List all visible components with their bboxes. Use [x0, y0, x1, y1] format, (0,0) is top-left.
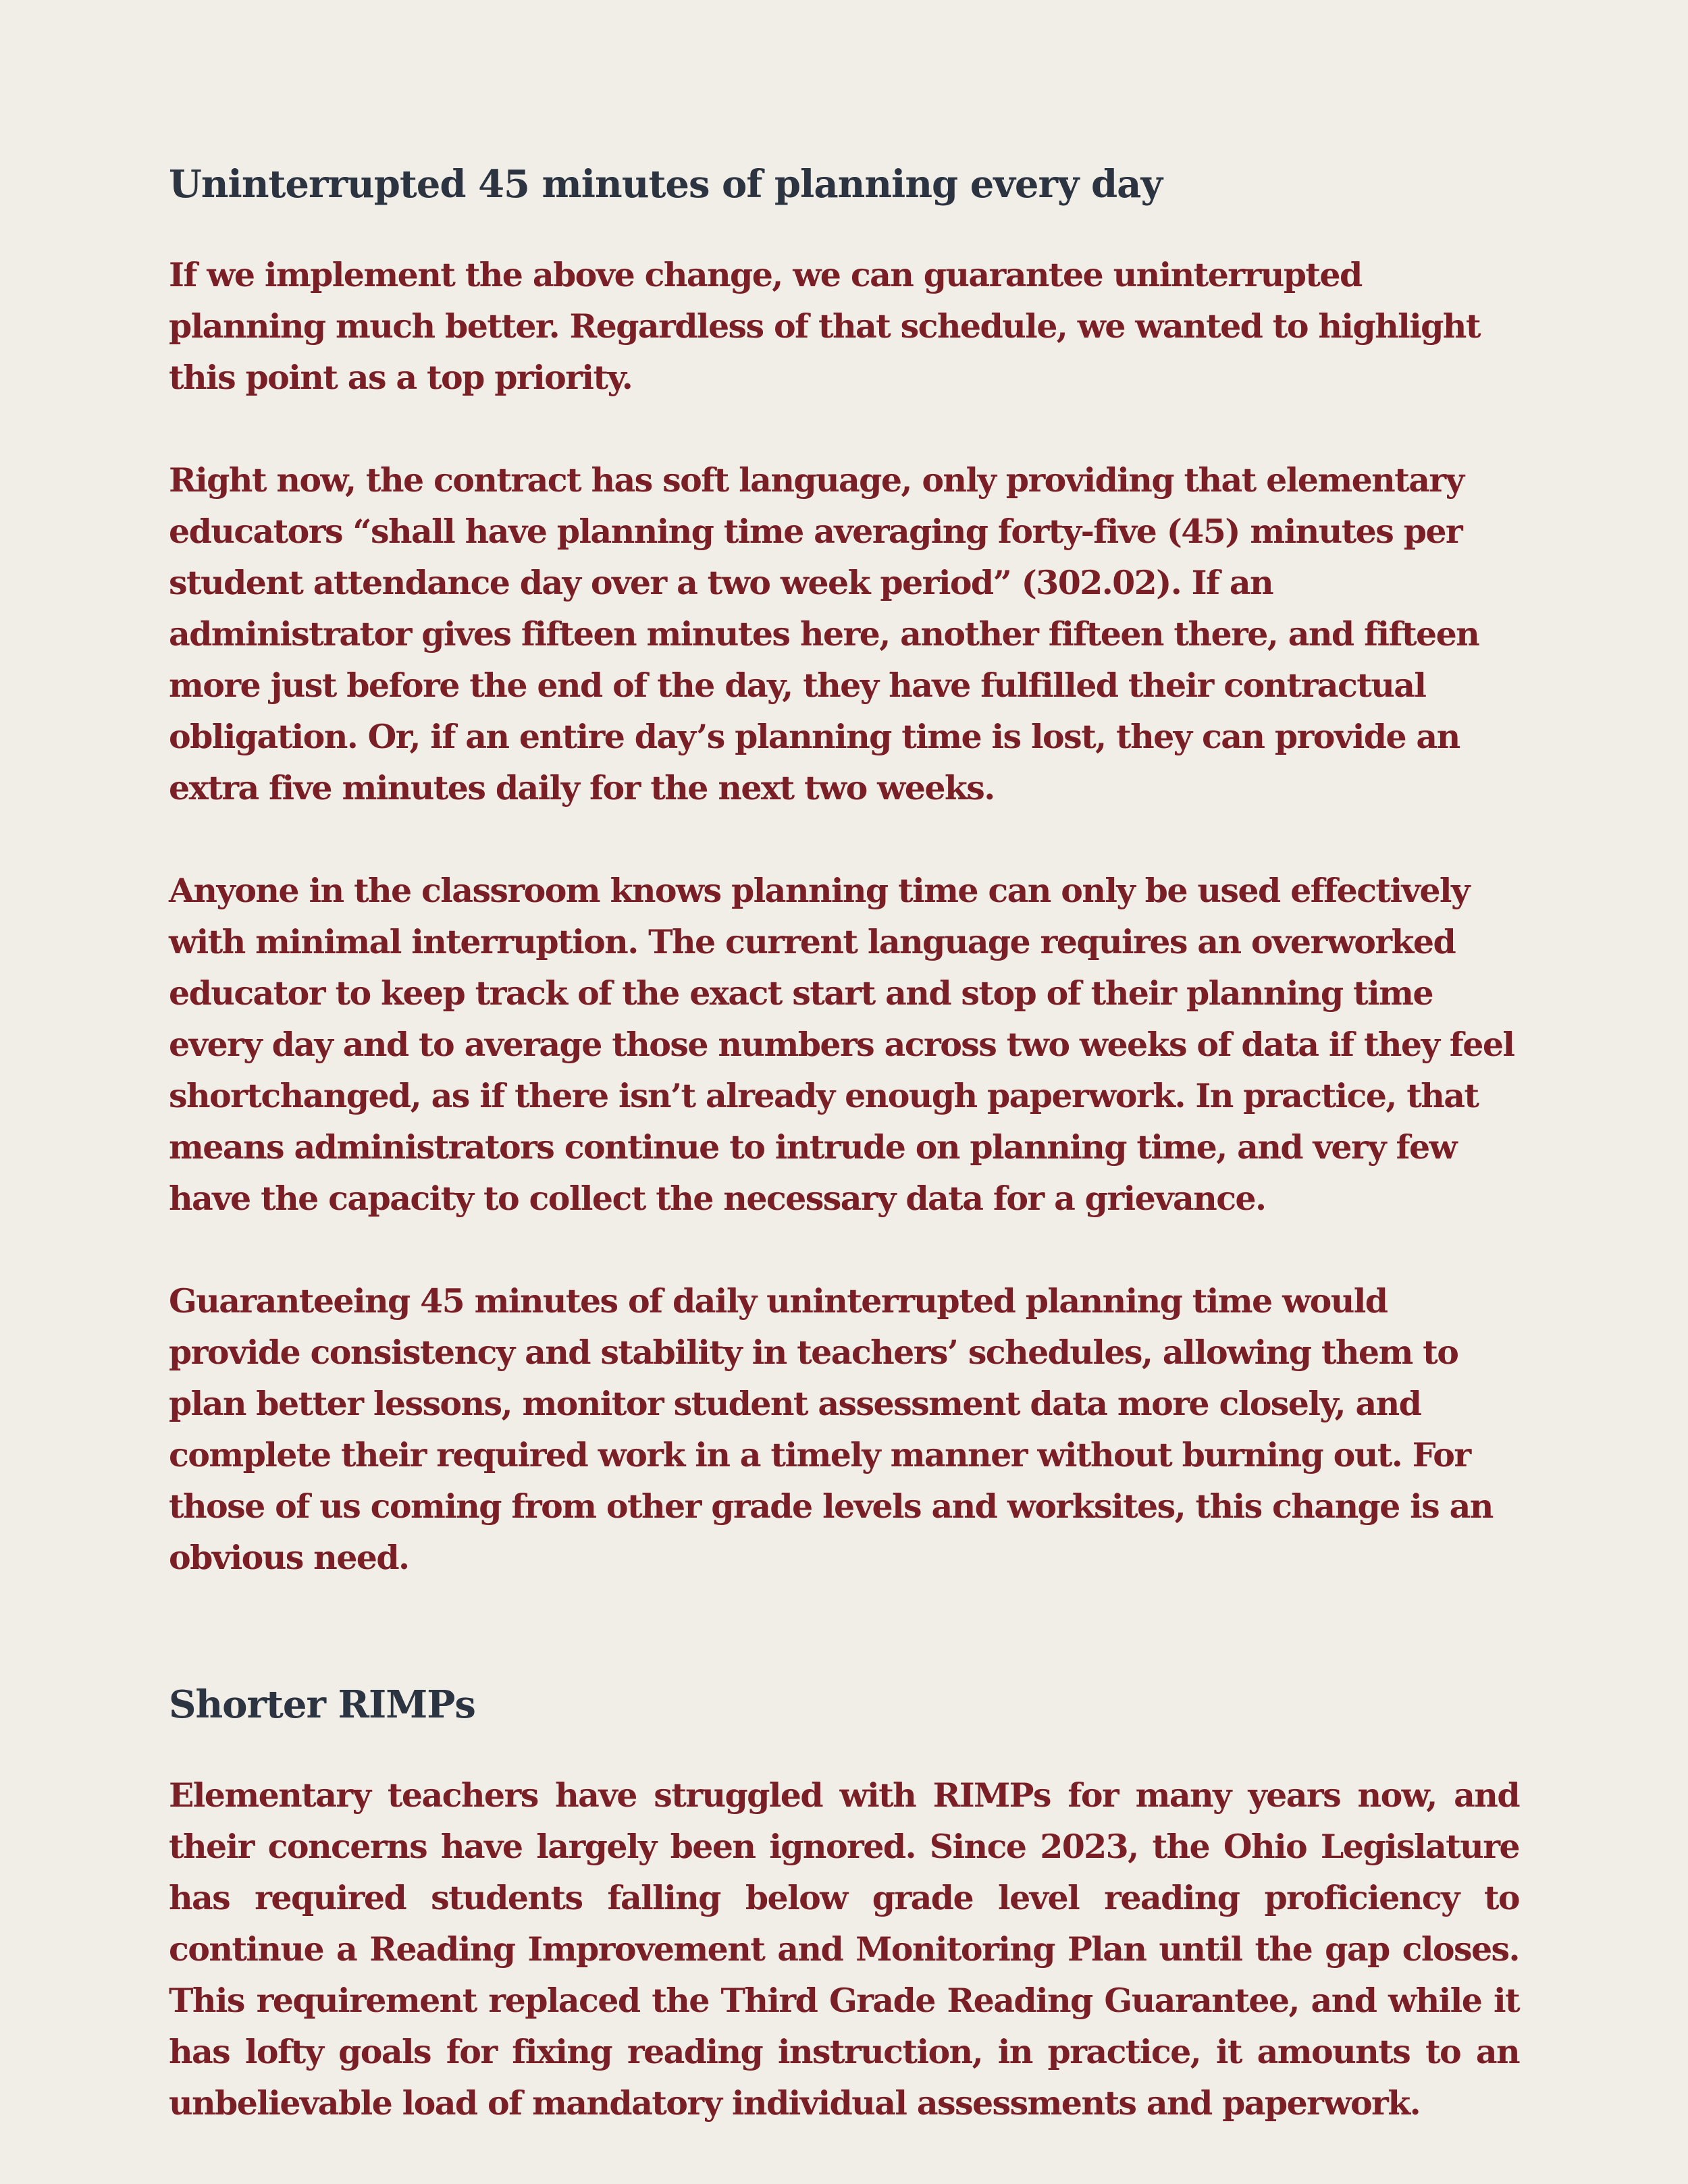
document-page	[169, 159, 1519, 2129]
paragraph-interruption: Anyone in the classroom knows planning time can only be used effectively with minimal interruption. The current language requires an overworked educator to keep track of the exact start and stop of their planning time every day and to average those numbers across two weeks of data if they feel shortchanged, as if there isn’t already enough paperwork. In practice, that means administrators continue to intrude on planning time, and very few have the capacity to collect the necessary data for a grievance.	[169, 871, 1514, 1218]
section-heading-rimps: Shorter RIMPs	[169, 1682, 475, 1727]
section-heading-planning: Uninterrupted 45 minutes of planning every day	[169, 162, 1163, 207]
paragraph-rimps: Elementary teachers have struggled with RIMPs for many years now, and their concerns have largely been ignored. Since 2023, the Ohio Legislature has required students falling below grade level reading proficiency to continue a Reading Improvement and Monitoring Plan until the gap closes. This requirement replaced the Third Grade Reading Guarantee, and while it has lofty goals for fixing reading instruction, in practice, it amounts to an unbelievable load of mandatory individual assessments and paperwork.	[169, 1776, 1519, 2123]
section-planning	[169, 159, 1519, 1583]
paragraph-planning-intro: If we implement the above change, we can guarantee uninterrupted planning much better. Regardless of that schedule, we wanted to highlight this point as a top priority.	[169, 255, 1480, 397]
paragraph-guarantee: Guaranteeing 45 minutes of daily uninterrupted planning time would provide consistency and stability in teachers’ schedules, allowing them to plan better lessons, monitor student assessment data more closely, and complete their required work in a timely manner without burning out. For those of us coming from other grade levels and worksites, this change is an obvious need.	[169, 1281, 1493, 1577]
section-rimps	[169, 1679, 1519, 2129]
paragraph-contract-language: Right now, the contract has soft language, only providing that elementary educators “shall have planning time averaging forty-five (45) minutes per student attendance day over a two week period” (302.02). If an administrator gives fifteen minutes here, another fifteen there, and fifteen more just before the end of the day, they have fulfilled their contractual obligation. Or, if an entire day’s planning time is lost, they can provide an extra five minutes daily for the next two weeks.	[169, 460, 1479, 807]
